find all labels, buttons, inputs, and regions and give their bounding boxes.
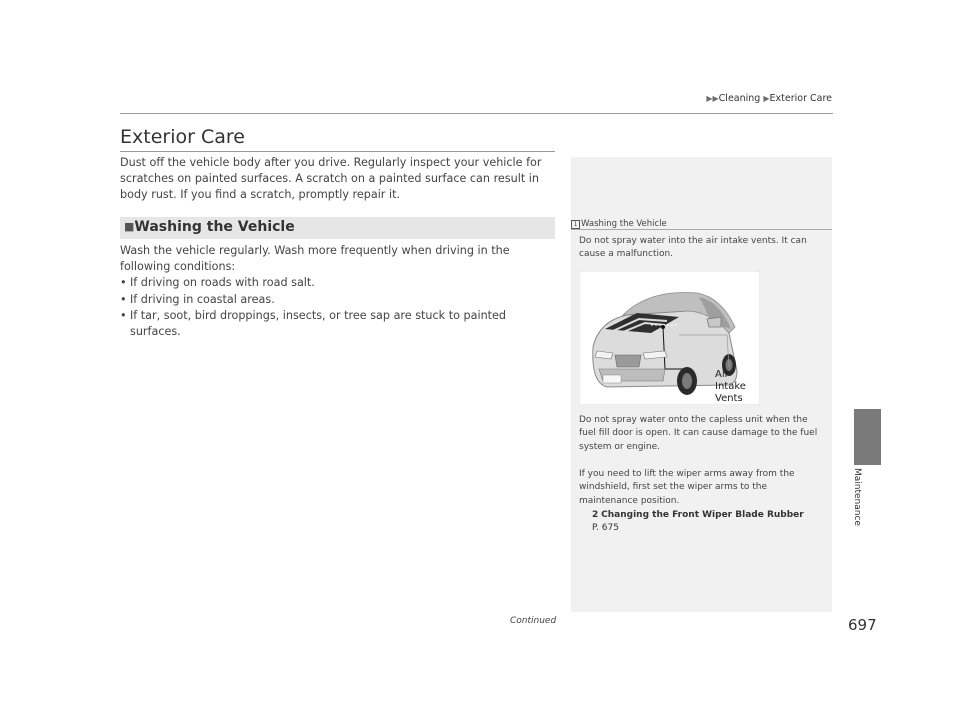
figure-label-line-3: Vents (715, 393, 743, 404)
reference-arrow-icon: 2 (592, 510, 599, 520)
title-divider (120, 151, 555, 152)
section-title-text: Washing the Vehicle (134, 219, 295, 235)
note-title (571, 219, 667, 229)
intro-paragraph: Dust off the vehicle body after you drive. Regularly inspect your vehicle for scratches on painted surfaces. A scratch on a painted surface can result in body rust. If you find a scratch, promptly repair it. (120, 156, 542, 202)
reference-link[interactable] (592, 509, 822, 536)
continued-label: Continued (510, 616, 557, 626)
breadcrumb-arrow-icon: ▶▶ (706, 94, 719, 103)
note-divider (571, 229, 832, 230)
vehicle-figure (579, 271, 760, 405)
note-title-text: Washing the Vehicle (581, 219, 667, 229)
note-wiper-arms: If you need to lift the wiper arms away from the windshield, first set the wiper arms to the maintenance position. (579, 469, 795, 506)
breadcrumb (660, 93, 832, 104)
side-tab[interactable] (853, 468, 883, 548)
header-divider (120, 113, 833, 114)
breadcrumb-item-cleaning[interactable]: Cleaning (718, 93, 761, 104)
note-capless-unit: Do not spray water onto the capless unit when the fuel fill door is open. It can cause damage to the fuel system or engine. (579, 415, 818, 452)
note-marker-icon: 1 (571, 220, 580, 229)
list-item: • If tar, soot, bird droppings, insects, or tree sap are stuck to painted surfaces. (120, 308, 555, 340)
list-item: • If driving in coastal areas. (120, 292, 555, 308)
conditions-list (120, 275, 555, 340)
section-square-icon: ■ (124, 220, 135, 233)
breadcrumb-item-exterior-care[interactable]: Exterior Care (769, 93, 832, 104)
side-tab-label: Maintenance (852, 468, 862, 526)
page-number: 697 (848, 616, 877, 634)
side-tab-marker (854, 409, 881, 465)
note-air-intake: Do not spray water into the air intake vents. It can cause a malfunction. (579, 236, 807, 260)
figure-label-line-1: Air (715, 369, 729, 380)
reference-title[interactable]: Changing the Front Wiper Blade Rubber (601, 510, 804, 520)
section-body (120, 243, 555, 340)
list-item: • If driving on roads with road salt. (120, 275, 555, 291)
reference-page[interactable]: P. 675 (592, 523, 619, 534)
figure-label-line-2: Intake (715, 381, 746, 392)
breadcrumb-arrow-icon: ▶ (763, 94, 770, 103)
section-title (124, 219, 295, 235)
page-title: Exterior Care (120, 126, 245, 148)
section-body-text: Wash the vehicle regularly. Wash more frequently when driving in the following conditions: (120, 244, 510, 274)
